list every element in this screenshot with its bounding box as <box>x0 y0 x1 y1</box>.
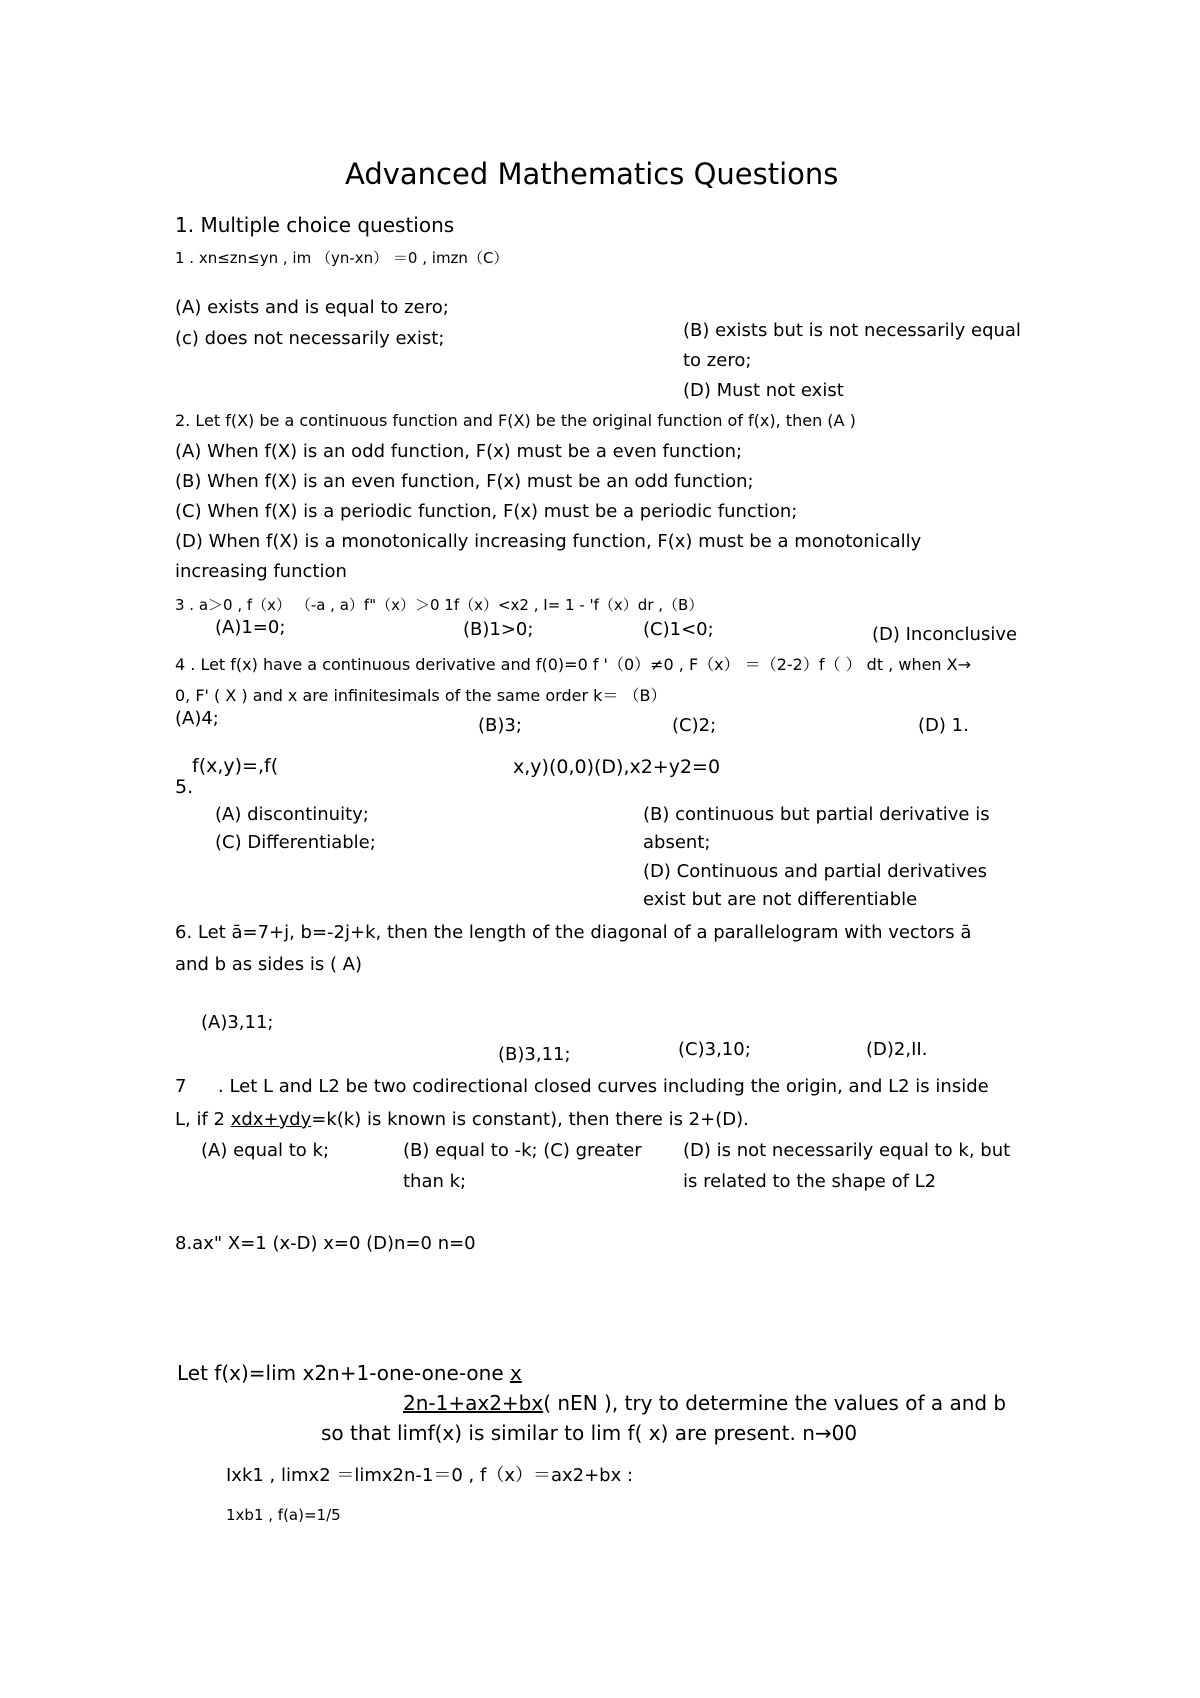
problem-line2-post: ( nEN ), try to determine the values of a and b <box>543 1391 1007 1415</box>
q4-stem-line1: 4 . Let f(x) have a continuous derivative and f(0)=0 f '（0）≠0 , F（x） ＝（2-2）f（ ） dt , when X→ <box>175 655 972 674</box>
problem-line2-underlined: 2n-1+ax2+bx <box>403 1391 544 1415</box>
q5-option-d-line1: (D) Continuous and partial derivatives <box>643 861 988 882</box>
q6-stem-line1: 6. Let ā=7+j, b=-2j+k, then the length of the diagonal of a parallelogram with vectors ā <box>175 922 972 943</box>
q5-option-c: (C) Differentiable; <box>215 832 376 853</box>
q5-option-b-line1: (B) continuous but partial derivative is <box>643 804 990 825</box>
q5-stem-left: f(x,y)=,f( <box>192 755 279 777</box>
q2-stem: 2. Let f(X) be a continuous function and F(X) be the original function of f(x), then (A ) <box>175 411 856 430</box>
q6-option-a: (A)3,11; <box>201 1012 274 1033</box>
q3-option-b: (B)1>0; <box>463 619 534 640</box>
q3-option-d: (D) Inconclusive <box>872 624 1018 645</box>
q7-stem-line2-pre: L, if 2 <box>175 1109 231 1130</box>
q7-option-bc-line2: than k; <box>403 1171 467 1192</box>
problem-line1 <box>177 1362 522 1385</box>
q1-option-a: (A) exists and is equal to zero; <box>175 297 449 318</box>
section-heading: 1. Multiple choice questions <box>175 213 455 237</box>
q4-stem-line2: 0, F' ( X ) and x are infinitesimals of the same order k＝ （B） <box>175 686 667 705</box>
q1-option-b-line2: to zero; <box>683 350 752 371</box>
q3-option-a: (A)1=0; <box>215 617 286 638</box>
problem-line2 <box>403 1392 1006 1415</box>
q5-option-d-line2: exist but are not differentiable <box>643 889 918 910</box>
q2-option-d-line2: increasing function <box>175 561 347 582</box>
q3-stem: 3 . a＞0 , f（x） （-a , a）f"（x）＞0 1f（x）<x2 , I= 1 - 'f（x）dr ,（B） <box>175 596 704 614</box>
q2-option-c: (C) When f(X) is a periodic function, F(x) must be a periodic function; <box>175 501 798 522</box>
q7-option-bc-line1: (B) equal to -k; (C) greater <box>403 1140 642 1161</box>
q2-option-a: (A) When f(X) is an odd function, F(x) must be a even function; <box>175 441 743 462</box>
problem-line1-underlined: x <box>509 1361 522 1385</box>
q6-option-c: (C)3,10; <box>678 1039 751 1060</box>
page-title: Advanced Mathematics Questions <box>345 157 839 191</box>
q6-option-b: (B)3,11; <box>498 1044 571 1065</box>
q5-option-a: (A) discontinuity; <box>215 804 369 825</box>
q2-option-b: (B) When f(X) is an even function, F(x) must be an odd function; <box>175 471 754 492</box>
q6-option-d: (D)2,II. <box>866 1039 928 1060</box>
q3-option-c: (C)1<0; <box>643 619 714 640</box>
q7-stem-line2-post: =k(k) is known is constant), then there is 2+(D). <box>311 1109 749 1130</box>
q7-option-d-line2: is related to the shape of L2 <box>683 1171 937 1192</box>
q4-option-d: (D) 1. <box>918 715 969 736</box>
q1-stem: 1 . xn≤zn≤yn , im （yn-xn） ＝0 , imzn（C） <box>175 249 509 267</box>
q7-stem-line2 <box>175 1110 749 1131</box>
q5-option-b-line2: absent; <box>643 832 711 853</box>
q7-option-a: (A) equal to k; <box>201 1140 330 1161</box>
q4-option-b: (B)3; <box>478 715 522 736</box>
problem-line1-pre: Let f(x)=lim x2n+1-one-one-one <box>177 1361 510 1385</box>
q5-stem-right: x,y)(0,0)(D),x2+y2=0 <box>513 756 721 778</box>
problem-line5: 1xb1 , f(a)=1/5 <box>226 1506 341 1524</box>
q7-option-d-line1: (D) is not necessarily equal to k, but <box>683 1140 1011 1161</box>
q7-stem-line1: . Let L and L2 be two codirectional closed curves including the origin, and L2 is inside <box>218 1076 989 1097</box>
q7-stem-line2-underlined: xdx+ydy <box>230 1109 312 1130</box>
problem-line3: so that limf(x) is similar to lim f( x) are present. n→00 <box>321 1421 858 1445</box>
q2-option-d-line1: (D) When f(X) is a monotonically increasing function, F(x) must be a monotonically <box>175 531 922 552</box>
q4-option-a: (A)4; <box>175 708 219 729</box>
q8-text: 8.ax" X=1 (x-D) x=0 (D)n=0 n=0 <box>175 1233 476 1254</box>
q4-option-c: (C)2; <box>672 715 717 736</box>
q1-option-c: (c) does not necessarily exist; <box>175 328 445 349</box>
q7-number: 7 <box>175 1076 187 1097</box>
q5-number: 5. <box>175 776 194 798</box>
q1-option-b-line1: (B) exists but is not necessarily equal <box>683 320 1021 341</box>
q1-option-d: (D) Must not exist <box>683 380 844 401</box>
q6-stem-line2: and b as sides is ( A) <box>175 954 363 975</box>
problem-line4: Ixk1 , limx2 ＝limx2n-1＝0 , f（x）＝ax2+bx : <box>226 1465 634 1486</box>
